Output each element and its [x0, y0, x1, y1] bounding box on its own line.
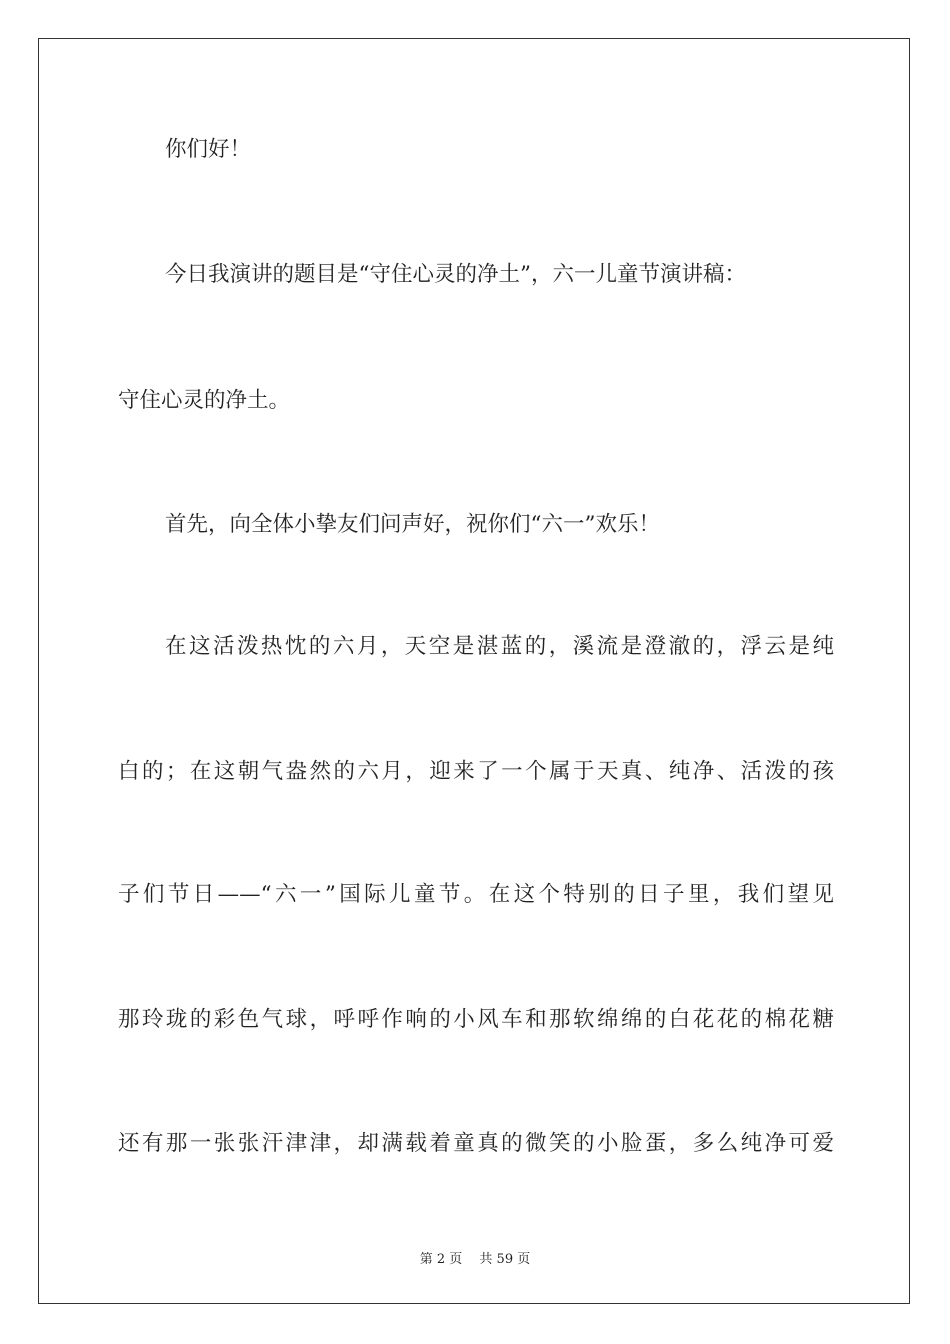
page-border: [38, 38, 910, 1304]
paragraph-line: 那玲珑的彩色气球，呼呼作响的小风车和那软绵绵的白花花的棉花糖: [118, 1007, 834, 1032]
paragraph-line: 守住心灵的净土。: [118, 388, 291, 413]
paragraph-line: 白的；在这朝气盎然的六月，迎来了一个属于天真、纯净、活泼的孩: [118, 759, 834, 784]
page-number-footer: 第 2 页 共 59 页: [419, 1252, 531, 1267]
paragraph-line: 在这活泼热忱的六月，天空是湛蓝的，溪流是澄澈的，浮云是纯: [165, 634, 834, 659]
paragraph-line: 还有那一张张汗津津，却满载着童真的微笑的小脸蛋，多么纯净可爱: [118, 1131, 834, 1156]
paragraph-line: 你们好！: [165, 137, 252, 162]
paragraph-line: 今日我演讲的题目是“守住心灵的净土”，六一儿童节演讲稿：: [165, 262, 746, 287]
paragraph-line: 首先，向全体小挚友们问声好，祝你们“六一”欢乐！: [165, 512, 660, 537]
paragraph-line: 子们节日——“六一”国际儿童节。在这个特别的日子里，我们望见: [118, 882, 834, 907]
